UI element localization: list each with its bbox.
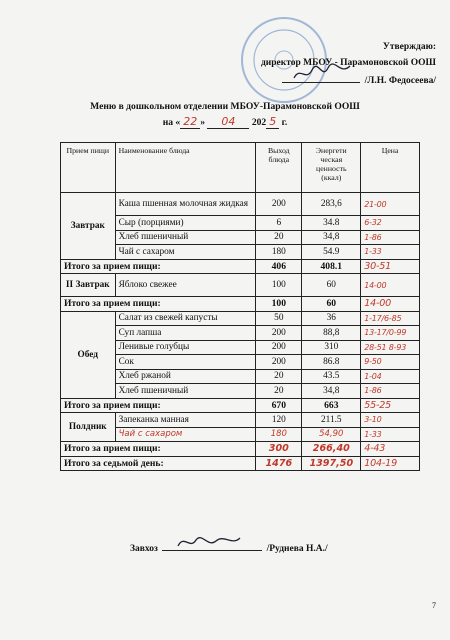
- approval-block: [261, 40, 436, 88]
- total-row: Итого за прием пищи: 100 60 14-00: [61, 297, 420, 312]
- table-row: Хлеб ржаной 20 43.5 1-04: [61, 369, 420, 384]
- table-row: Ленивые голубцы 200 310 28-51 8-93: [61, 340, 420, 355]
- footer-role: Завхоз: [130, 544, 158, 554]
- approval-title: Утверждаю:: [382, 42, 436, 52]
- table-row: Сок 200 86.8 9-50: [61, 355, 420, 370]
- table-header-row: [61, 143, 420, 193]
- table-row: Хлеб пшеничный 20 34,8 1-86: [61, 384, 420, 399]
- header-price: Цена: [361, 143, 420, 193]
- menu-title: Меню в дошкольном отделении МБОУ-Парамоновской ООШ: [90, 101, 360, 112]
- director-signature: [282, 72, 360, 83]
- total-row: Итого за прием пищи: 670 663 55-25: [61, 398, 420, 413]
- meal-snack: Полдник: [61, 413, 116, 442]
- date-year-digit: 5: [269, 115, 277, 128]
- total-row: Итого за прием пищи: 406 408.1 30-51: [61, 259, 420, 274]
- menu-date: на « 22 » 04 202 5 г.: [162, 115, 288, 128]
- table-row: Завтрак Каша пшенная молочная жидкая 200 283,6 21-00: [61, 193, 420, 216]
- meal-breakfast: Завтрак: [61, 193, 116, 260]
- director-name: /Л.Н. Федосеева/: [364, 76, 436, 86]
- menu-heading: [0, 100, 450, 129]
- header-yield: Выход блюда: [256, 143, 302, 193]
- total-row: Итого за прием пищи: 300 266,40 4-43: [61, 442, 420, 457]
- meal-lunch: Обед: [61, 311, 116, 398]
- date-month: 04: [221, 115, 236, 128]
- page-number: 7: [432, 601, 436, 610]
- table-row: Хлеб пшеничный 20 34,8 1-86: [61, 230, 420, 245]
- table-row: Суп лапша 200 88,8 13-17/0-99: [61, 326, 420, 341]
- table-row: II Завтрак Яблоко свежее 100 60 14-00: [61, 274, 420, 297]
- table-row: Чай с сахаром 180 54,90 1-33: [61, 427, 420, 442]
- menu-table: [60, 142, 420, 471]
- table-row: Чай с сахаром 180 54.9 1-33: [61, 245, 420, 260]
- header-dish: Наименование блюда: [115, 143, 256, 193]
- date-day: 22: [183, 115, 198, 128]
- manager-signature: [162, 540, 262, 551]
- footer-signature: [130, 540, 328, 554]
- header-energy: Энергети ческая ценность (ккал): [302, 143, 361, 193]
- day-total-row: Итого за седьмой день: 1476 1397,50 104-19: [61, 456, 420, 471]
- table-row: Полдник Запеканка манная 120 211.5 3-10: [61, 413, 420, 428]
- meal-second-breakfast: II Завтрак: [61, 274, 116, 297]
- table-row: Обед Салат из свежей капусты 50 36 1-17/6-85: [61, 311, 420, 326]
- approval-position: директор МБОУ - Парамоновской ООШ: [260, 58, 436, 68]
- footer-name: /Руднева Н.А./: [266, 544, 328, 554]
- table-row: Сыр (порциями) 6 34.8 6-32: [61, 216, 420, 231]
- header-meal: Прием пищи: [61, 143, 116, 193]
